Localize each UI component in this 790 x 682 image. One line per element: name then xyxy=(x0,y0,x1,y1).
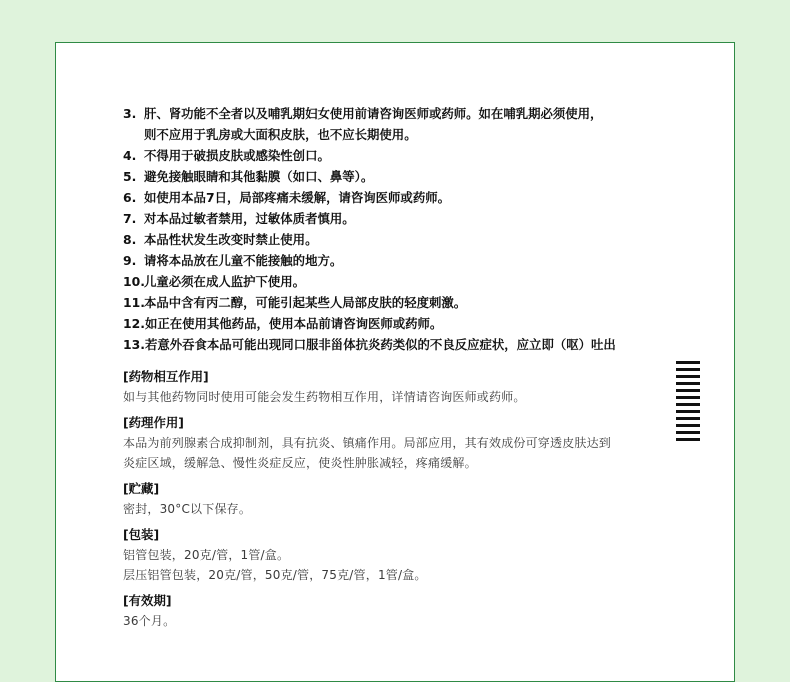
warning-number: 8. xyxy=(123,232,137,247)
warning-number: 6. xyxy=(123,190,137,205)
section-heading: [贮藏] xyxy=(123,481,160,496)
warning-text: 如使用本品7日，局部疼痛未缓解，请咨询医师或药师。 xyxy=(144,190,450,205)
warning-item xyxy=(123,334,683,355)
barcode-bar xyxy=(676,438,700,441)
barcode-bar xyxy=(676,382,700,385)
section-text: 如与其他药物同时使用可能会发生药物相互作用，详情请咨询医师或药师。 xyxy=(123,390,526,404)
warning-text: 肝、肾功能不全者以及哺乳期妇女使用前请咨询医师或药师。如在哺乳期必须使用， xyxy=(144,106,603,121)
barcode-bar xyxy=(676,396,700,399)
warning-item xyxy=(123,292,683,313)
section-text: 36个月。 xyxy=(123,614,176,628)
barcode-bar xyxy=(676,431,700,434)
barcode-bar xyxy=(676,424,700,427)
warning-item xyxy=(123,103,683,145)
warning-text: 本品性状发生改变时禁止使用。 xyxy=(144,232,318,247)
warning-text: 对本品过敏者禁用，过敏体质者慎用。 xyxy=(144,211,355,226)
warning-text: 则不应用于乳房或大面积皮肤，也不应长期使用。 xyxy=(144,127,417,142)
warning-number: 7. xyxy=(123,211,137,226)
warning-number: 13. xyxy=(123,337,145,352)
warning-item xyxy=(123,313,683,334)
warning-text: 避免接触眼睛和其他黏膜（如口、鼻等）。 xyxy=(144,169,374,184)
warning-text: 不得用于破损皮肤或感染性创口。 xyxy=(144,148,330,163)
barcode-bar xyxy=(676,368,700,371)
warning-number: 11. xyxy=(123,295,145,310)
warning-item xyxy=(123,145,683,166)
section-heading: [药理作用] xyxy=(123,415,184,430)
section-heading: [有效期] xyxy=(123,593,172,608)
section-text: 铝管包装，20克/管，1管/盒。 xyxy=(123,548,290,562)
barcode-bar xyxy=(676,403,700,406)
section-text: 炎症区域，缓解急、慢性炎症反应，使炎性肿胀减轻，疼痛缓解。 xyxy=(123,456,477,470)
warning-item xyxy=(123,208,683,229)
section-text: 层压铝管包装，20克/管，50克/管，75克/管，1管/盒。 xyxy=(123,568,427,582)
section-text: 密封，30°C以下保存。 xyxy=(123,502,252,516)
barcode-bar xyxy=(676,410,700,413)
warning-item xyxy=(123,250,683,271)
warning-item xyxy=(123,187,683,208)
warning-number: 9. xyxy=(123,253,137,268)
barcode-icon xyxy=(676,361,700,445)
warning-text: 若意外吞食本品可能出现同口服非甾体抗炎药类似的不良反应症状，应立即（呕）吐出 xyxy=(144,337,616,352)
barcode-bar xyxy=(676,361,700,364)
warning-text: 儿童必须在成人监护下使用。 xyxy=(144,274,306,289)
section-text: 本品为前列腺素合成抑制剂，具有抗炎、镇痛作用。局部应用，其有效成份可穿透皮肤达到 xyxy=(123,436,612,450)
warning-number: 4. xyxy=(123,148,137,163)
warning-number: 5. xyxy=(123,169,137,184)
section-heading: [药物相互作用] xyxy=(123,369,209,384)
warning-item xyxy=(123,271,683,292)
warning-text: 如正在使用其他药品，使用本品前请咨询医师或药师。 xyxy=(144,316,443,331)
barcode-bar xyxy=(676,375,700,378)
leaflet-sheet xyxy=(55,42,735,682)
warning-text: 请将本品放在儿童不能接触的地方。 xyxy=(144,253,343,268)
warning-number: 3. xyxy=(123,106,137,121)
barcode-bar xyxy=(676,417,700,420)
warning-number: 10. xyxy=(123,274,145,289)
warning-number: 12. xyxy=(123,316,145,331)
warning-item xyxy=(123,229,683,250)
warning-text: 本品中含有丙二醇，可能引起某些人局部皮肤的轻度刺激。 xyxy=(144,295,467,310)
warning-item xyxy=(123,166,683,187)
leaflet-content xyxy=(123,103,683,631)
section-heading: [包装] xyxy=(123,527,160,542)
barcode-bar xyxy=(676,389,700,392)
